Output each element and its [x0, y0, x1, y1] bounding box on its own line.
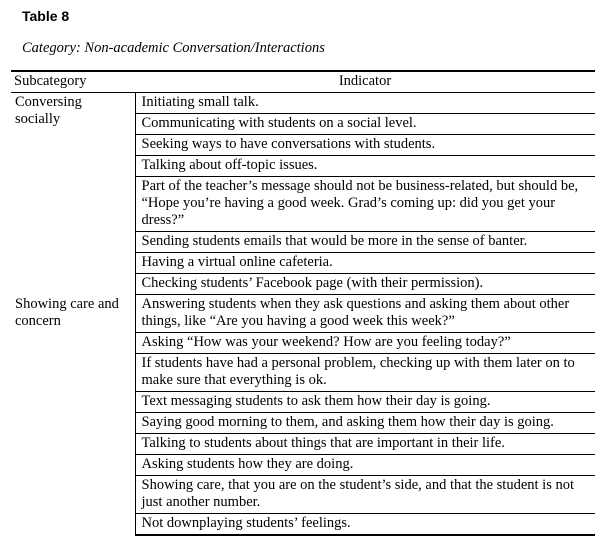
indicator-cell: Communicating with students on a social level. [135, 114, 595, 135]
indicator-cell: Saying good morning to them, and asking them how their day is going. [135, 413, 595, 434]
indicator-cell: Answering students when they ask questions and asking them about other things, like “Are you having a good week this week?” [135, 295, 595, 333]
column-header-indicator: Indicator [135, 71, 595, 93]
table-row [11, 295, 595, 333]
indicator-cell: Asking students how they are doing. [135, 455, 595, 476]
table-header-row [11, 71, 595, 93]
indicator-cell: Text messaging students to ask them how their day is going. [135, 392, 595, 413]
indicator-cell: Having a virtual online cafeteria. [135, 253, 595, 274]
table-category-line: Category: Non-academic Conversation/Interactions [22, 40, 325, 56]
subcategory-cell: Conversing socially [11, 93, 135, 295]
table-row [11, 93, 595, 114]
indicator-cell: If students have had a personal problem, checking up with them later on to make sure that everything is ok. [135, 354, 595, 392]
indicator-cell: Talking to students about things that are important in their life. [135, 434, 595, 455]
column-header-subcategory: Subcategory [11, 71, 135, 93]
indicator-cell: Checking students’ Facebook page (with their permission). [135, 274, 595, 295]
indicator-cell: Initiating small talk. [135, 93, 595, 114]
apa-table [11, 70, 595, 536]
indicator-cell: Not downplaying students’ feelings. [135, 514, 595, 536]
table-body [11, 93, 595, 536]
indicator-cell: Talking about off-topic issues. [135, 156, 595, 177]
subcategory-cell: Showing care and concern [11, 295, 135, 536]
indicator-cell: Asking “How was your weekend? How are you feeling today?” [135, 333, 595, 354]
indicator-cell: Sending students emails that would be more in the sense of banter. [135, 232, 595, 253]
indicator-cell: Showing care, that you are on the student’s side, and that the student is not just another number. [135, 476, 595, 514]
table-header [11, 71, 595, 93]
indicator-cell: Seeking ways to have conversations with students. [135, 135, 595, 156]
indicator-cell: Part of the teacher’s message should not be business-related, but should be, “Hope you’re having a good week. Grad’s coming up: did you get your dress?” [135, 177, 595, 232]
table-caption: Table 8 [22, 8, 70, 24]
